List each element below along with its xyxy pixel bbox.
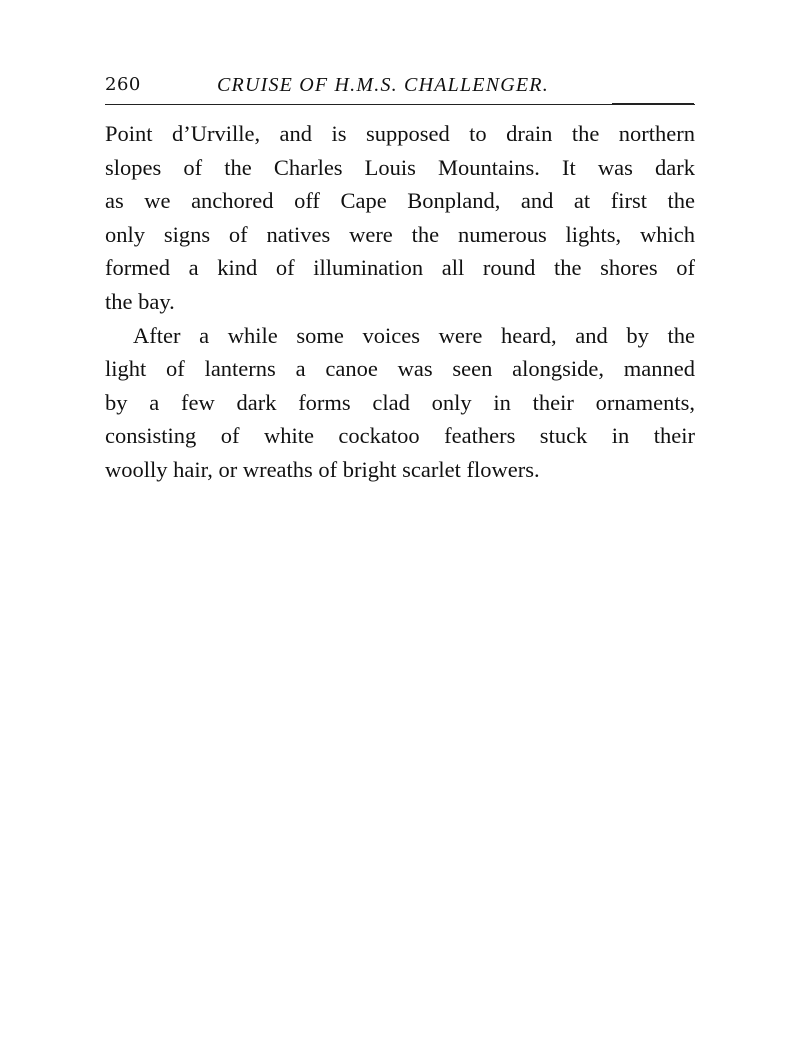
text-line: the bay. [105, 288, 175, 314]
text-line: as we anchored off Cape Bonpland, and at first the [105, 188, 695, 214]
text-line: After a while some voices were heard, and by the [133, 322, 695, 348]
text-line: slopes of the Charles Louis Mountains. It was dark [105, 154, 695, 180]
paragraph-2 [105, 319, 695, 487]
text-line: Point d’Urville, and is supposed to drain the northern [105, 121, 695, 146]
text-line: formed a kind of illumination all round the shores of [105, 255, 695, 281]
text-line: only signs of natives were the numerous lights, which [105, 221, 695, 247]
header-rule-accent [612, 103, 694, 105]
paragraph-1 [105, 117, 695, 319]
running-head [105, 74, 693, 100]
running-title: CRUISE OF H.M.S. CHALLENGER. [217, 74, 549, 96]
text-line: by a few dark forms clad only in their ornaments, [105, 389, 695, 415]
page-number: 260 [105, 74, 141, 95]
header-rule [105, 104, 695, 105]
text-line: consisting of white cockatoo feathers stuck in their [105, 423, 695, 449]
text-line: light of lanterns a canoe was seen alongside, manned [105, 356, 695, 382]
body-text [105, 117, 695, 487]
text-line: woolly hair, or wreaths of bright scarlet flowers. [105, 456, 540, 482]
